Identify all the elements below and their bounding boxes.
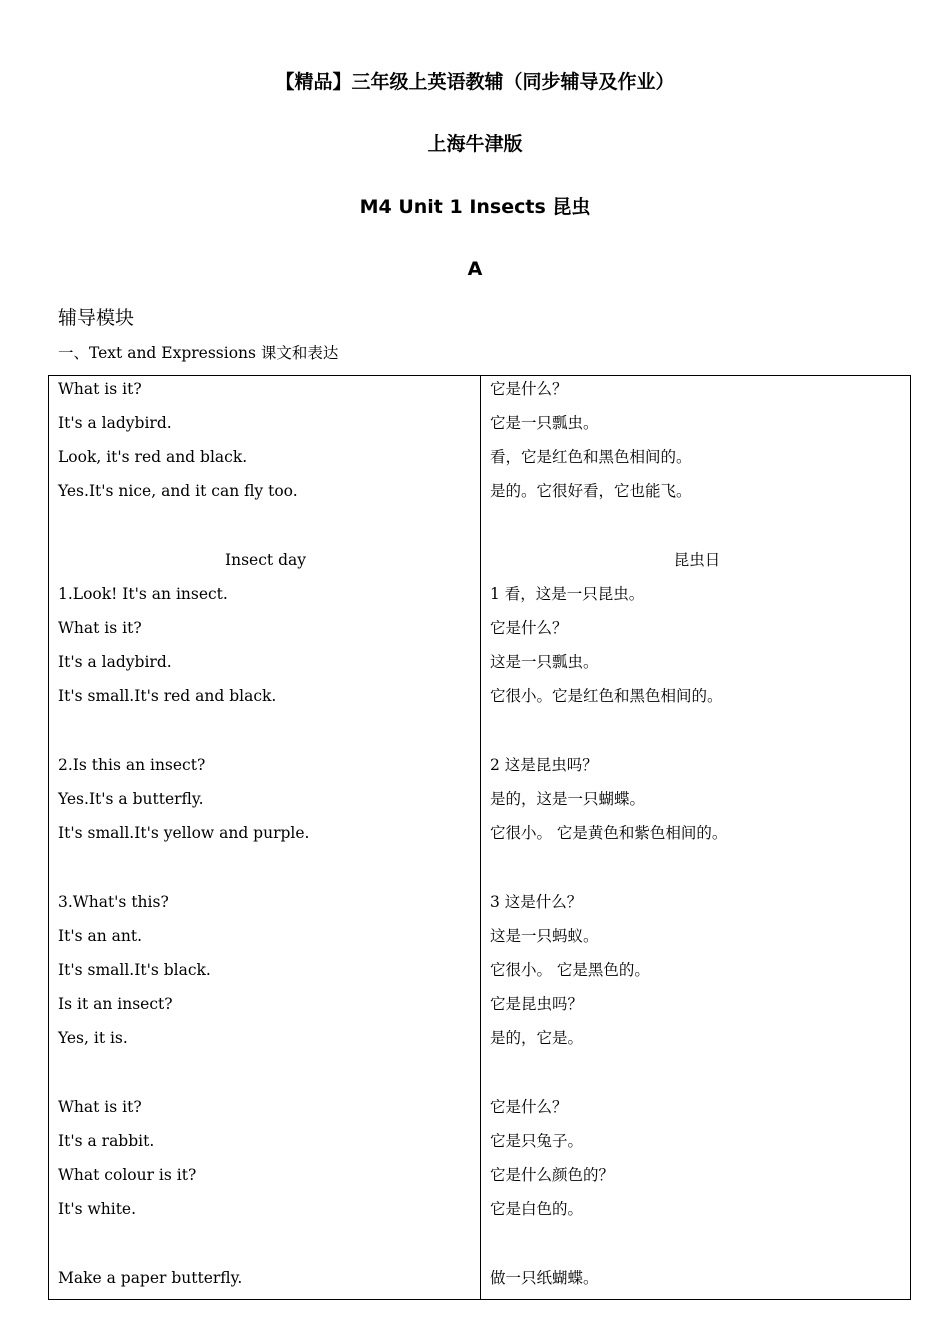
chinese-line: 它是白色的。	[490, 1200, 584, 1219]
level-title: A	[467, 258, 483, 280]
chinese-line: 是的，它是。	[490, 1029, 584, 1048]
english-line: It's a ladybird.	[58, 413, 172, 432]
chinese-line: 做一只纸蝴蝶。	[490, 1268, 599, 1287]
chinese-line: 是的，这是一只蝴蝶。	[490, 789, 646, 808]
chinese-line: 看，它是红色和黑色相间的。	[490, 447, 692, 466]
chinese-line: 它是什么？	[490, 379, 568, 398]
chinese-line: 它是什么？	[490, 618, 568, 637]
chinese-line: 1 看，这是一只昆虫。	[490, 584, 645, 603]
module-label: 辅导模块	[58, 307, 135, 329]
chinese-line: 它是什么？	[490, 1097, 568, 1116]
chinese-line: 3 这是什么？	[490, 892, 583, 911]
english-line: It's small.It's yellow and purple.	[58, 824, 310, 843]
english-line: It's an ant.	[58, 926, 143, 945]
chinese-line: 它是昆虫吗？	[490, 995, 584, 1014]
chinese-line: 它很小。它是红色和黑色相间的。	[490, 687, 723, 706]
english-line: It's a rabbit.	[58, 1131, 155, 1150]
chinese-line: 它是一只瓢虫。	[490, 413, 599, 432]
english-line: What is it?	[58, 379, 142, 398]
chinese-line: 它很小。 它是黄色和紫色相间的。	[490, 824, 728, 843]
english-line: It's white.	[58, 1200, 137, 1219]
english-line: Is it an insect?	[58, 995, 173, 1014]
chinese-line: 这是一只蚂蚁。	[490, 926, 599, 945]
chinese-line: 这是一只瓢虫。	[490, 653, 599, 672]
chinese-heading: 昆虫日	[673, 550, 721, 569]
english-line: Yes.It's a butterfly.	[58, 789, 204, 808]
english-heading: Insect day	[225, 550, 306, 569]
english-line: Yes, it is.	[58, 1029, 128, 1048]
english-line: It's small.It's red and black.	[58, 687, 277, 706]
edition-title: 上海牛津版	[427, 133, 523, 155]
section-title: 一、Text and Expressions 课文和表达	[58, 344, 339, 362]
unit-title: M4 Unit 1 Insects 昆虫	[359, 196, 591, 218]
text-translation-table	[48, 375, 911, 1300]
english-line: 3.What's this?	[58, 892, 169, 911]
document-title: 【精品】三年级上英语教辅（同步辅导及作业）	[275, 71, 675, 93]
english-column	[49, 376, 479, 1299]
english-line: It's small.It's black.	[58, 960, 211, 979]
english-line: Yes.It's nice, and it can fly too.	[58, 482, 298, 501]
chinese-line: 是的。它很好看，它也能飞。	[490, 482, 692, 501]
english-line: What colour is it?	[58, 1166, 197, 1185]
english-line: Make a paper butterfly.	[58, 1268, 243, 1287]
english-line: Look, it's red and black.	[58, 447, 248, 466]
english-line: What is it?	[58, 1097, 142, 1116]
english-line: It's a ladybird.	[58, 653, 172, 672]
chinese-column	[480, 376, 910, 1299]
chinese-line: 它是什么颜色的？	[490, 1166, 615, 1185]
english-line: What is it?	[58, 618, 142, 637]
chinese-line: 它很小。 它是黑色的。	[490, 960, 650, 979]
chinese-line: 它是只兔子。	[490, 1131, 584, 1150]
chinese-line: 2 这是昆虫吗？	[490, 755, 598, 774]
english-line: 2.Is this an insect?	[58, 755, 206, 774]
english-line: 1.Look! It's an insect.	[58, 584, 228, 603]
